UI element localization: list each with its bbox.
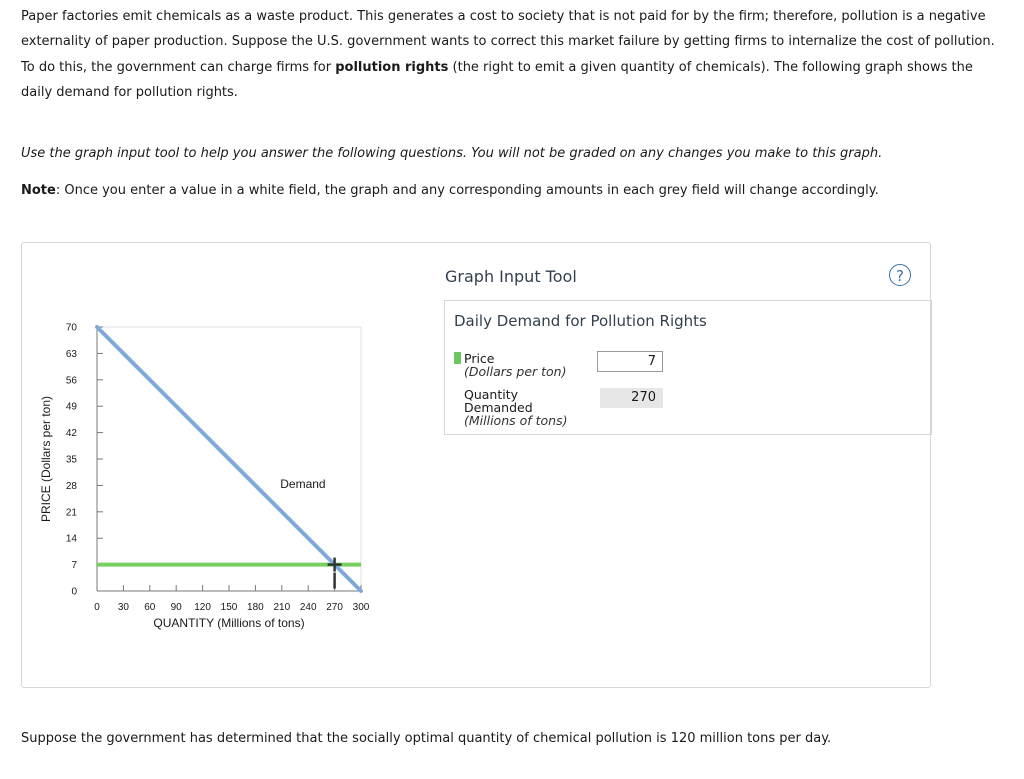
graph-input-tool-title: Graph Input Tool <box>445 267 577 286</box>
y-tick-label: 28 <box>65 480 77 492</box>
demand-chart[interactable] <box>22 243 442 687</box>
qty-label-2: Demanded <box>464 400 533 415</box>
x-tick-label: 300 <box>352 602 370 613</box>
intro-text-1: Paper factories emit chemicals as a waste product. This generates a cost to society that is not paid for by the firm; therefore, pollution is a negative externality of paper production. Suppose the U.S. government wants to correct this market failure by getting firms to internalize the cost of pollution. To do this, the government can charge firms for <box>21 9 995 75</box>
x-tick-label: 0 <box>94 602 100 613</box>
qty-label-1: Quantity <box>464 387 519 402</box>
instructions: Use the graph input tool to help you answer the following questions. You will not be graded on any changes you make to this graph. <box>21 146 883 161</box>
footer-text: Suppose the government has determined that the socially optimal quantity of chemical pollution is 120 million tons per day. <box>21 731 832 746</box>
help-icon[interactable]: ? <box>889 264 911 286</box>
note-text: : Once you enter a value in a white field, the graph and any corresponding amounts in each grey field will change accordingly. <box>55 183 879 198</box>
y-tick-label: 14 <box>65 533 77 545</box>
x-tick-label: 60 <box>144 602 156 613</box>
panel-title: Daily Demand for Pollution Rights <box>454 312 707 330</box>
x-tick-label: 210 <box>273 602 291 613</box>
y-tick-label: 7 <box>71 560 77 572</box>
graph-widget <box>21 242 931 688</box>
x-tick-label: 240 <box>299 602 317 613</box>
x-tick-label: 30 <box>117 602 129 613</box>
quantity-demanded-output: 270 <box>600 388 663 408</box>
x-tick-label: 150 <box>220 602 238 613</box>
input-panel <box>444 300 932 435</box>
x-tick-label: 180 <box>247 602 264 613</box>
note-label: Note <box>21 183 56 198</box>
intro-bold-term: pollution rights <box>335 59 449 75</box>
y-tick-label: 49 <box>65 401 77 413</box>
price-unit: (Dollars per ton) <box>464 364 567 379</box>
y-tick-label: 63 <box>65 348 77 360</box>
x-tick-label: 270 <box>326 602 343 613</box>
price-swatch <box>454 352 461 364</box>
demand-curve-label: Demand <box>280 477 326 492</box>
y-tick-label: 0 <box>71 586 77 598</box>
price-label: Price <box>464 351 495 366</box>
y-tick-label: 21 <box>65 507 77 519</box>
x-axis-title: QUANTITY (Millions of tons) <box>153 616 305 630</box>
y-tick-label: 70 <box>65 322 77 334</box>
y-tick-label: 42 <box>65 428 77 440</box>
intro-text-2: (the right to emit a given quantity of chemicals). The following graph shows the daily demand for pollution rights. <box>21 59 973 100</box>
note <box>21 181 996 201</box>
y-tick-label: 56 <box>65 375 77 387</box>
intro-paragraph <box>21 4 996 105</box>
price-row-label <box>454 352 566 378</box>
price-input[interactable]: 7 <box>597 351 663 372</box>
x-tick-label: 90 <box>170 602 182 613</box>
y-tick-label: 35 <box>65 454 77 466</box>
demand-curve <box>97 327 361 591</box>
x-tick-label: 120 <box>194 602 211 613</box>
y-axis-title: PRICE (Dollars per ton) <box>39 395 53 523</box>
qty-unit: (Millions of tons) <box>464 413 568 428</box>
qty-row-label <box>464 388 568 427</box>
